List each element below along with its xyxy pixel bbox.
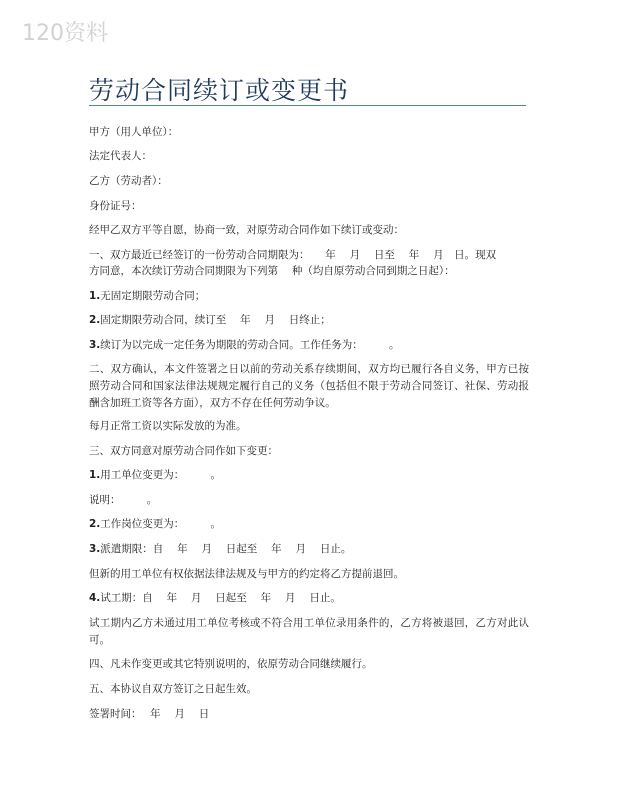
item-text: 无固定期限劳动合同； <box>100 290 206 302</box>
item-text: 续订为以完成一定任务为期限的劳动合同。工作任务为： 。 <box>100 339 400 351</box>
item-number: 3. <box>89 339 101 351</box>
explanation-line: 说明： 。 <box>89 494 158 506</box>
clause-1-item-3 <box>89 337 529 354</box>
title-underline <box>89 105 526 106</box>
document-title: 劳动合同续订或变更书 <box>89 76 350 105</box>
clause-3-item-2 <box>89 516 529 533</box>
clause-3-item-3-note: 但新的用工单位有权依据法律法规及与甲方的约定将乙方提前退回。 <box>89 568 404 580</box>
item-number: 3. <box>89 543 101 555</box>
clause-3-item-3 <box>89 541 529 558</box>
clause-1-line-1: 一、双方最近已经签订的一份劳动合同期限为： 年 月 日至 年 月 日。现双 <box>89 249 497 261</box>
item-number: 2. <box>89 314 101 326</box>
item-text: 派遣期限：自 年 月 日起至 年 月 日止。 <box>100 543 352 555</box>
clause-3-item-1 <box>89 467 529 484</box>
clause-1-item-2 <box>89 312 529 329</box>
item-text: 固定期限劳动合同，续订至 年 月 日终止； <box>100 314 331 326</box>
clause-3-item-4 <box>89 590 529 607</box>
clause-1-item-1 <box>89 288 529 305</box>
party-a-line: 甲方（用人单位）： <box>89 126 179 138</box>
legal-rep-line: 法定代表人： <box>89 150 152 162</box>
signing-date: 签署时间： 年 月 日 <box>89 708 210 720</box>
preamble: 经甲乙双方平等自愿，协商一致，对原劳动合同作如下续订或变动： <box>89 224 404 236</box>
monthly-wage-note: 每月正常工资以实际发放的为准。 <box>89 420 247 432</box>
clause-4: 四、凡未作变更或其它特别说明的，依原劳动合同继续履行。 <box>89 658 373 670</box>
item-text: 试工期：自 年 月 日起至 年 月 日止。 <box>100 592 341 604</box>
clause-3-item-4-note: 试工期内乙方未通过用工单位考核或不符合用工单位录用条件的，乙方将被退回，乙方对此认可。 <box>89 617 529 646</box>
clause-1-line-2: 方同意，本次续订劳动合同期限为下列第 种（均自原劳动合同到期之日起）： <box>89 265 455 277</box>
item-text: 工作岗位变更为： 。 <box>100 518 222 530</box>
party-b-line: 乙方（劳动者）： <box>89 175 168 187</box>
id-number-line: 身份证号： <box>89 200 142 212</box>
clause-2: 二、双方确认，本文件签署之日以前的劳动关系存续期间，双方均已履行各自义务，甲方已按照劳动合同和国家法律法规规定履行自己的义务（包括但不限于劳动合同签订、社保、劳动报酬含加班工资等各方面），双方不存在任何劳动争议。 <box>89 363 529 409</box>
clause-3: 三、双方同意对原劳动合同作如下变更： <box>89 445 278 457</box>
item-number: 1. <box>89 469 101 481</box>
item-number: 4. <box>89 592 101 604</box>
item-number: 1. <box>89 290 101 302</box>
watermark-logo: 120资料 <box>22 21 108 46</box>
item-number: 2. <box>89 518 101 530</box>
clause-5: 五、本协议自双方签订之日起生效。 <box>89 683 257 695</box>
item-text: 用工单位变更为： 。 <box>100 469 222 481</box>
